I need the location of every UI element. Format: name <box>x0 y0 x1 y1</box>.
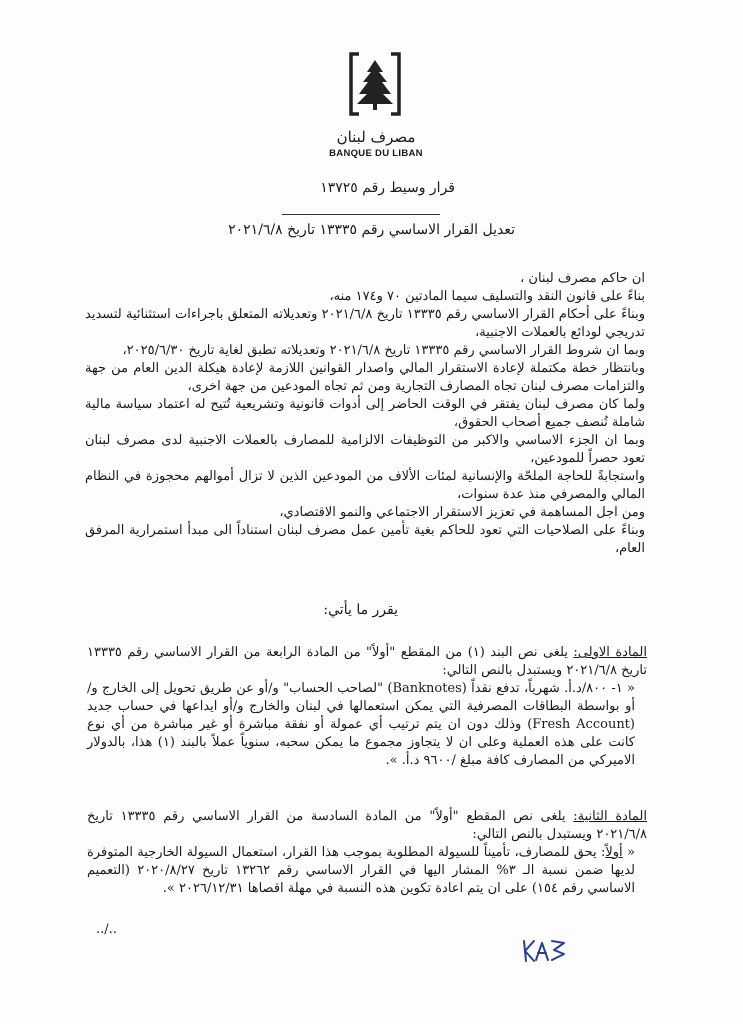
article-one-heading: المادة الاولى: <box>573 645 647 660</box>
article-two: المادة الثانية: يلغى نص المقطع "أولاً" من المادة السادسة من القرار الاساسي رقم ١٣٣٣٥ تاريخ ٢٠٢١/٦/٨ ويستبدل بالنص التالي: « أولاً: يحق للمصارف، تأميناً للسيولة المطلوبة بموجب هذا القرار، استعمال السيولة الخارجية المتوفرة لديها ضمن نسبة الـ ٣% المشار اليها في القرار الاساسي رقم ١٣٢٦٢ تاريخ ٢٠٢٠/٨/٢٧ (التعميم الاساسي رقم ١٥٤) على ان يتم اعادة تكوين هذه النسبة في مهلة اقصاها ٢٠٢٦/١٢/٣١ ». <box>87 809 647 896</box>
preamble-line: ومن اجل المساهمة في تعزيز الاستقرار الاجتماعي والنمو الاقتصادي، <box>279 505 645 520</box>
article-one-quote: « ١- ٨٠٠/د.أ. شهرياً، تدفع نقداً (Banknotes) "لصاحب الحساب" و/أو عن طريق تحويل إلى الخارج و/أو بواسطة البطاقات المصرفية التي يمكن استعمالها في لبنان والخارج و/أو ايداعها في حساب جديد (Fresh Account) وذلك دون ان يتم ترتيب أي عمولة أو نفقة مباشرة أو غير مباشرة من أي نوع كانت على هذه العملية وعلى ان لا يتجاوز مجموع ما يمكن سحبه، سنوياً عملاً بالبند (١) هذا، بالدولار الاميركي من المصارف كافة مبلغ /٩٦٠٠ د.أ. ». <box>87 681 635 768</box>
preamble-line: وبما ان الجزء الاساسي والاكبر من التوظيفات الالزامية للمصارف بالعملات الاجنبية لدى مصرف لبنان تعود حصراً للمودعين، <box>85 433 645 466</box>
preamble-line: وبناءً على أحكام القرار الاساسي رقم ١٣٣٣٥ تاريخ ٢٠٢١/٦/٨ وتعديلاته المتعلق باجراءات استثنائية لتسديد تدريجي لودائع بالعملات الاجنبية، <box>85 307 645 340</box>
article-two-quote-label: أولاً <box>605 845 623 860</box>
decides-heading: يقرر ما يأتي: <box>323 602 398 618</box>
logo-arabic-name: مصرف لبنان <box>336 128 416 146</box>
preamble-line: بناءً على قانون النقد والتسليف سيما المادتين ٧٠ و١٧٤ منه، <box>329 289 645 304</box>
logo-french-name: BANQUE DU LIBAN <box>329 148 423 159</box>
article-two-quote: : يحق للمصارف، تأميناً للسيولة المطلوبة بموجب هذا القرار، استعمال السيولة الخارجية المتوفرة لديها ضمن نسبة الـ ٣% المشار اليها في القرار الاساسي رقم ١٣٢٦٢ تاريخ ٢٠٢٠/٨/٢٧ (التعميم الاساسي رقم ١٥٤) على ان يتم اعادة تكوين هذه النسبة في مهلة اقصاها ٢٠٢٦/١٢/٣١ ». <box>87 845 635 896</box>
signature-initials-icon <box>520 935 568 965</box>
article-two-intro: يلغى نص المقطع "أولاً" من المادة السادسة من القرار الاساسي رقم ١٣٣٣٥ تاريخ ٢٠٢١/٦/٨ ويستبدل بالنص التالي: <box>87 809 647 842</box>
decision-number: قرار وسيط رقم ١٣٧٢٥ <box>320 180 455 196</box>
title-divider <box>282 214 440 215</box>
preamble-line: ان حاكم مصرف لبنان ، <box>520 271 645 286</box>
preamble-line: وبانتظار خطة مكتملة لإعادة الاستقرار المالي واصدار القوانين اللازمة لإعادة هيكلة الدين العام من جهة والتزامات مصرف لبنان تجاه المصارف التجارية ومن ثم تجاه المودعين من جهة اخرى، <box>85 361 645 394</box>
decision-subject: تعديل القرار الاساسي رقم ١٣٣٣٥ تاريخ ٢٠٢١/٦/٨ <box>228 222 515 238</box>
article-one <box>87 644 647 770</box>
preamble-line: وبما ان شروط القرار الاساسي رقم ١٣٣٣٥ تاريخ ٢٠٢١/٦/٨ وتعديلاته تطبق لغاية تاريخ ٢٠٢٥/٦/٣٠، <box>122 343 645 358</box>
cedar-logo-icon <box>349 52 401 116</box>
article-two-heading: المادة الثانية: <box>573 809 647 824</box>
preamble-line: وبناءً على الصلاحيات التي تعود للحاكم بغية تأمين عمل مصرف لبنان استناداً الى مبدأ استمرارية المرفق العام، <box>85 523 645 556</box>
continuation-mark: ../.. <box>96 922 117 937</box>
preamble <box>85 270 645 558</box>
preamble-line: ولما كان مصرف لبنان يفتقر في الوقت الحاضر إلى أدوات قانونية وتشريعية تُتيح له اعتماد سياسة مالية شاملة تُنصف جميع أصحاب الحقوق، <box>85 397 645 430</box>
article-one-intro: يلغى نص البند (١) من المقطع "أولاً" من المادة الرابعة من القرار الاساسي رقم ١٣٣٣٥ تاريخ ٢٠٢١/٦/٨ ويستبدل بالنص التالي: <box>87 645 647 678</box>
preamble-line: واستجابةً للحاجة الملحّة والإنسانية لمئات الألاف من المودعين الذين لا تزال أموالهم محجوزة في النظام المالي والمصرفي منذ عدة سنوات، <box>85 469 645 502</box>
